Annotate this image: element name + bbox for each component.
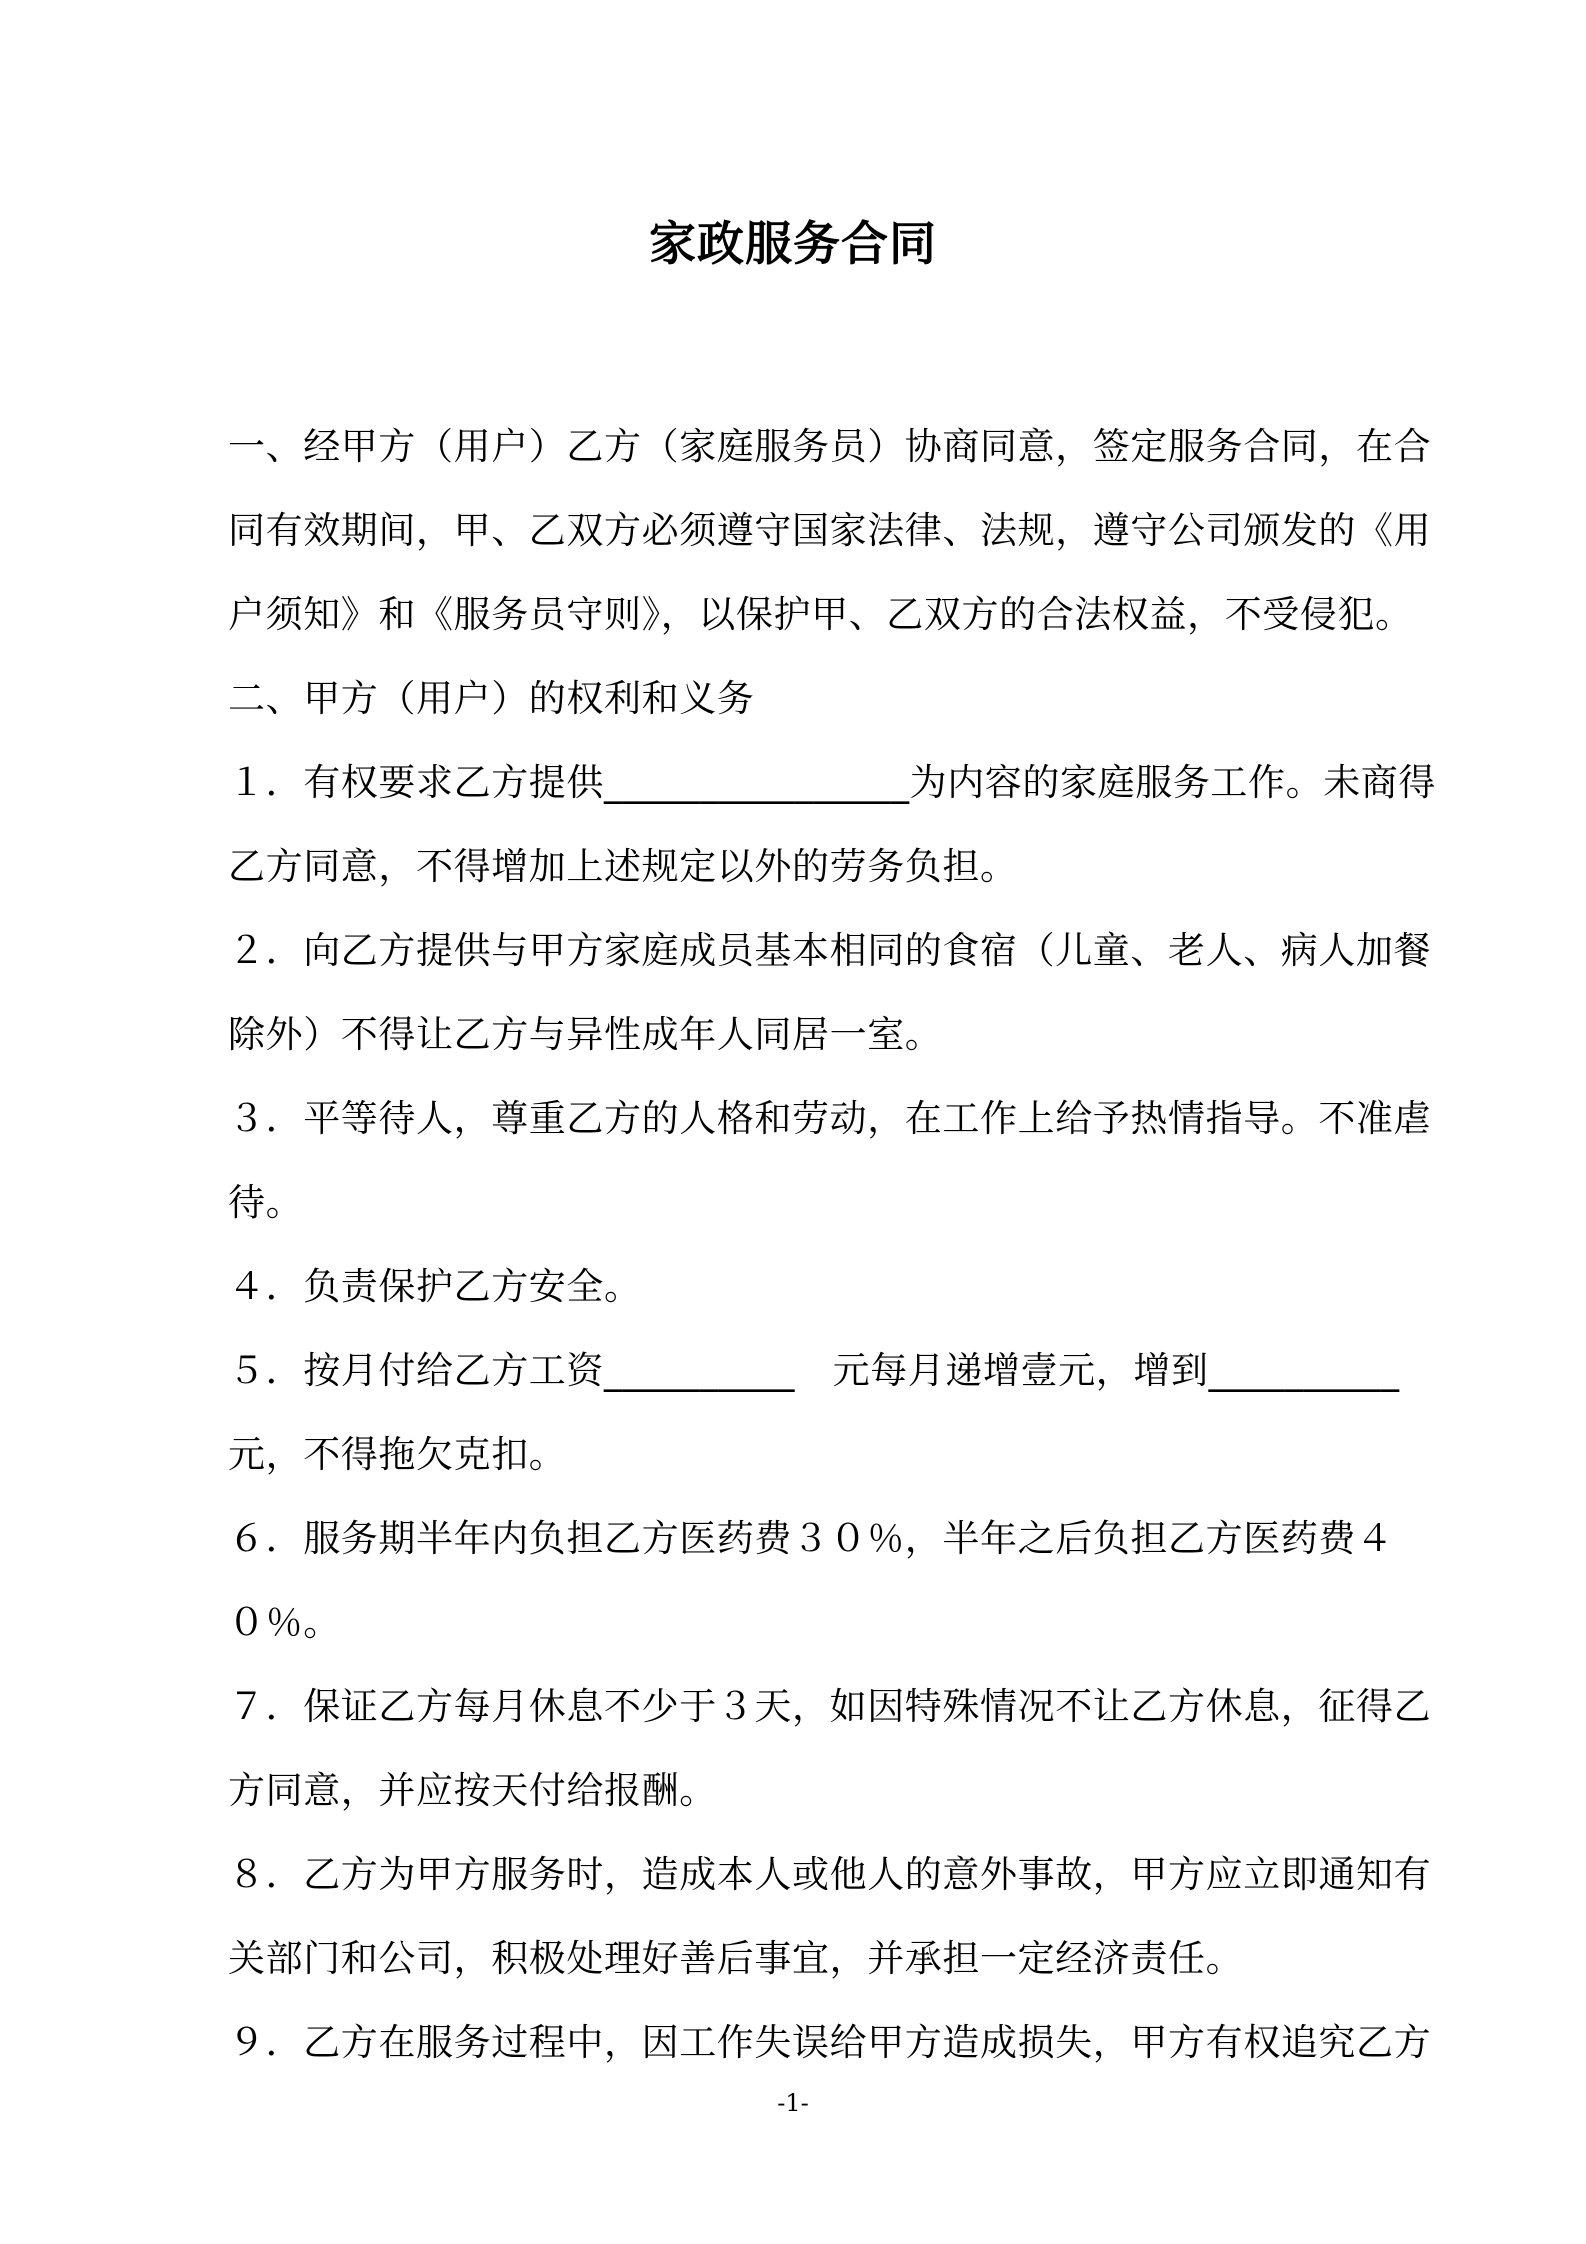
contract-body: [228, 405, 1436, 2085]
clause-line: ４．负责保护乙方安全。: [228, 1265, 642, 1308]
page-number: -1-: [777, 2089, 809, 2117]
clause-line: 方同意，并应按天付给报酬。: [228, 1769, 717, 1812]
text-line: 同有效期间，甲、乙双方必须遵守国家法律、法规，遵守公司颁发的《用: [228, 509, 1432, 552]
clause-line: ９．乙方在服务过程中，因工作失误给甲方造成损失，甲方有权追究乙方: [228, 2021, 1432, 2064]
clause-line: ７．保证乙方每月休息不少于３天，如因特殊情况不让乙方休息，征得乙: [228, 1685, 1432, 1728]
clause-line: 元，不得拖欠克扣。: [228, 1433, 567, 1476]
clause-line: 乙方同意，不得增加上述规定以外的劳务负担。: [228, 845, 1018, 888]
section-heading: 二、甲方（用户）的权利和义务: [228, 677, 755, 720]
clause-line: 关部门和公司，积极处理好善后事宜，并承担一定经济责任。: [228, 1937, 1244, 1980]
text-line: 户须知》和《服务员守则》，以保护甲、乙双方的合法权益，不受侵犯。: [228, 593, 1413, 636]
clause-line: ３．平等待人，尊重乙方的人格和劳动，在工作上给予热情指导。不准虐: [228, 1097, 1432, 1140]
clause-line: 除外）不得让乙方与异性成年人同居一室。: [228, 1013, 943, 1056]
clause-line: ２．向乙方提供与甲方家庭成员基本相同的食宿（儿童、老人、病人加餐: [228, 929, 1432, 972]
clause-line: ６．服务期半年内负担乙方医药费３０％，半年之后负担乙方医药费４: [228, 1517, 1394, 1560]
clause-line: ５．按月付给乙方工资__________ 元每月递增壹元，增到__________: [228, 1349, 1400, 1392]
text-line: 一、经甲方（用户）乙方（家庭服务员）协商同意，签定服务合同，在合: [228, 425, 1432, 468]
clause-line: ０％。: [228, 1601, 341, 1644]
clause-line: ８．乙方为甲方服务时，造成本人或他人的意外事故，甲方应立即通知有: [228, 1853, 1432, 1896]
clause-line: １．有权要求乙方提供________________为内容的家庭服务工作。未商得: [228, 761, 1436, 804]
document-title: 家政服务合同: [649, 217, 937, 272]
clause-line: 待。: [228, 1181, 304, 1224]
